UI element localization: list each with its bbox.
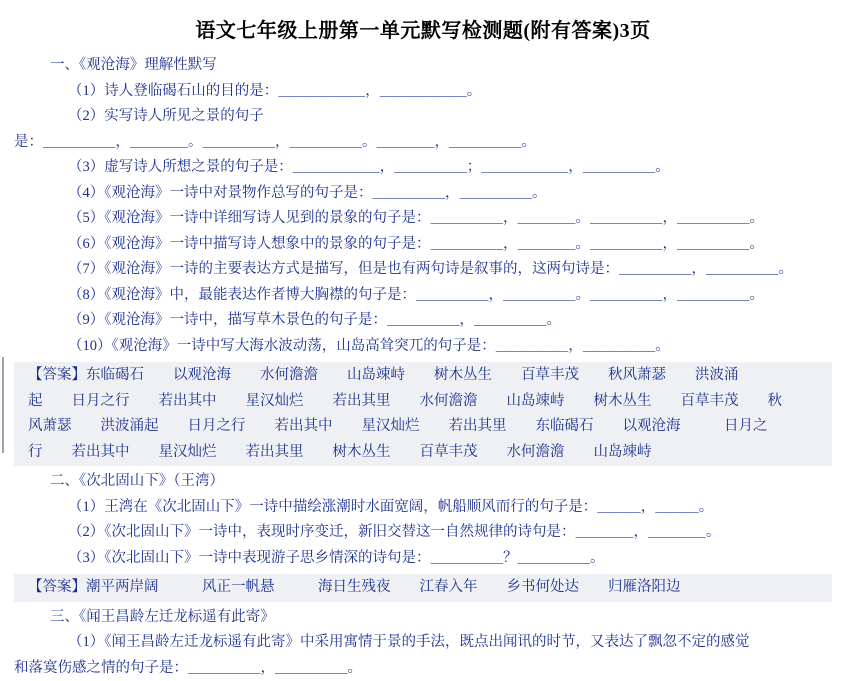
answer-line: 【答案】东临碣石 以观沧海 水何澹澹 山岛竦峙 树木丛生 百草丰茂 秋风萧瑟 洪波涌 xyxy=(28,363,824,389)
section-heading-2: 二、《次北固山下》（王湾） xyxy=(14,469,832,495)
question-item: （10）《观沧海》一诗中写大海水波动荡，山岛高耸突兀的句子是：＿＿＿＿＿，＿＿＿＿＿。 xyxy=(14,334,832,360)
section-heading-1: 一、《观沧海》理解性默写 xyxy=(14,53,832,79)
question-item: （5）《观沧海》一诗中详细写诗人见到的景象的句子是：＿＿＿＿＿，＿＿＿＿。＿＿＿＿＿，＿＿＿＿＿。 xyxy=(14,206,832,232)
question-item: （3）《次北固山下》一诗中表现游子思乡情深的诗句是：＿＿＿＿＿？＿＿＿＿＿。 xyxy=(14,546,832,572)
question-item: （2）《次北固山下》一诗中，表现时序变迁，新旧交替这一自然规律的诗句是：＿＿＿＿，＿＿＿＿。 xyxy=(14,520,832,546)
answer-line: 行 若出其中 星汉灿烂 若出其里 树木丛生 百草丰茂 水何澹澹 山岛竦峙 xyxy=(28,440,824,466)
question-item: （1）《闻王昌龄左迁龙标遥有此寄》中采用寓情于景的手法，既点出闻讯的时节，又表达了飘忽不定的感觉 xyxy=(14,630,832,656)
answer-line: 起 日月之行 若出其中 星汉灿烂 若出其里 水何澹澹 山岛竦峙 树木丛生 百草丰茂 秋 xyxy=(28,389,824,415)
change-bar xyxy=(2,357,10,453)
question-item: （3）虚写诗人所想之景的句子是：＿＿＿＿＿＿，＿＿＿＿＿；＿＿＿＿＿＿，＿＿＿＿＿。 xyxy=(14,155,832,181)
question-item: （9）《观沧海》一诗中，描写草木景色的句子是：＿＿＿＿＿，＿＿＿＿＿。 xyxy=(14,308,832,334)
question-item: （1）王湾在《次北固山下》一诗中描绘涨潮时水面宽阔，帆船顺风而行的句子是：＿＿＿，＿＿＿。 xyxy=(14,495,832,521)
answer-block-1 xyxy=(14,362,832,466)
question-item: （6）《观沧海》一诗中描写诗人想象中的景象的句子是：＿＿＿＿＿，＿＿＿＿。＿＿＿＿＿，＿＿＿＿＿。 xyxy=(14,232,832,258)
question-item: （4）《观沧海》一诗中对景物作总写的句子是：＿＿＿＿＿，＿＿＿＿＿。 xyxy=(14,181,832,207)
question-item: 和落寞伤感之情的句子是：＿＿＿＿＿，＿＿＿＿＿。 xyxy=(14,656,832,681)
question-item: （7）《观沧海》一诗的主要表达方式是描写，但是也有两句诗是叙事的，这两句诗是：＿＿＿＿＿，＿＿＿＿＿。 xyxy=(14,257,832,283)
answer-line: 风萧瑟 洪波涌起 日月之行 若出其中 星汉灿烂 若出其里 东临碣石 以观沧海 日月之 xyxy=(28,414,824,440)
question-item: （1）诗人登临碣石山的目的是：＿＿＿＿＿＿，＿＿＿＿＿＿。 xyxy=(14,79,832,105)
answer-block-2 xyxy=(14,574,832,602)
question-item: （8）《观沧海》中，最能表达作者博大胸襟的句子是：＿＿＿＿＿，＿＿＿＿＿。＿＿＿＿＿，＿＿＿＿＿。 xyxy=(14,283,832,309)
section-heading-3: 三、《闻王昌龄左迁龙标遥有此寄》 xyxy=(14,605,832,631)
page-title: 语文七年级上册第一单元默写检测题(附有答案)3页 xyxy=(14,14,832,43)
question-item: （2）实写诗人所见之景的句子 xyxy=(14,104,832,130)
answer-line: 【答案】潮平两岸阔 风正一帆悬 海日生残夜 江春入年 乡书何处达 归雁洛阳边 xyxy=(28,575,824,601)
question-item: 是：＿＿＿＿＿，＿＿＿＿。＿＿＿＿＿，＿＿＿＿＿。＿＿＿＿，＿＿＿＿＿。 xyxy=(14,130,832,156)
